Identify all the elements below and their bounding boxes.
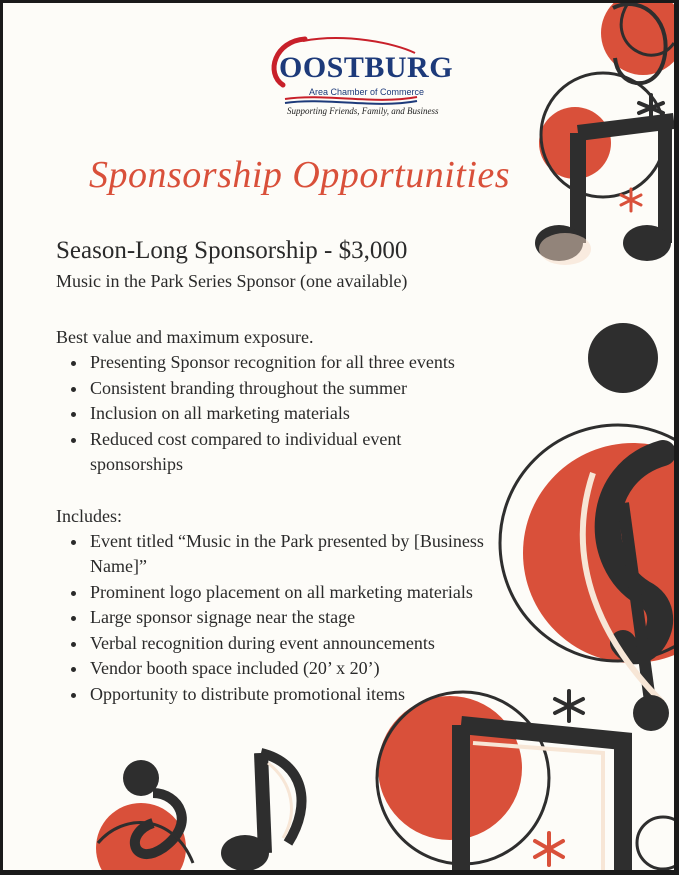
list-item: • Opportunity to distribute promotional items: [88, 682, 496, 708]
list-item: • Presenting Sponsor recognition for all three events: [88, 350, 496, 376]
tier-subtitle: Music in the Park Series Sponsor (one available): [56, 271, 408, 291]
logo-subtitle: Area Chamber of Commerce: [309, 87, 425, 97]
list-item: • Vendor booth space included (20’ x 20’): [88, 656, 496, 682]
includes-heading: Includes:: [56, 505, 122, 526]
includes-list: [56, 529, 496, 708]
chamber-logo: [265, 33, 454, 123]
logo-wordmark: OOSTBURG: [279, 51, 454, 84]
tier-name: Season-Long Sponsorship - $3,000: [56, 237, 408, 264]
asterisk-icon: [555, 691, 583, 721]
benefits-list: [56, 350, 496, 478]
list-item: • Inclusion on all marketing materials: [88, 401, 496, 427]
intro-text: Best value and maximum exposure.: [56, 327, 314, 347]
flyer-page: [3, 3, 674, 870]
sponsorship-content: [56, 235, 496, 707]
list-item: • Prominent logo placement on all marketing materials: [88, 580, 496, 606]
list-item: • Large sponsor signage near the stage: [88, 605, 496, 631]
page-title: Sponsorship Opportunities: [89, 154, 511, 196]
list-item: • Verbal recognition during event announcements: [88, 631, 496, 657]
list-item: • Consistent branding throughout the summer: [88, 376, 496, 402]
logo-tagline: Supporting Friends, Family, and Business: [287, 106, 439, 116]
list-item: • Reduced cost compared to individual event sponsorships: [88, 427, 496, 478]
list-item: • Event titled “Music in the Park presented by [Business Name]”: [88, 529, 496, 580]
